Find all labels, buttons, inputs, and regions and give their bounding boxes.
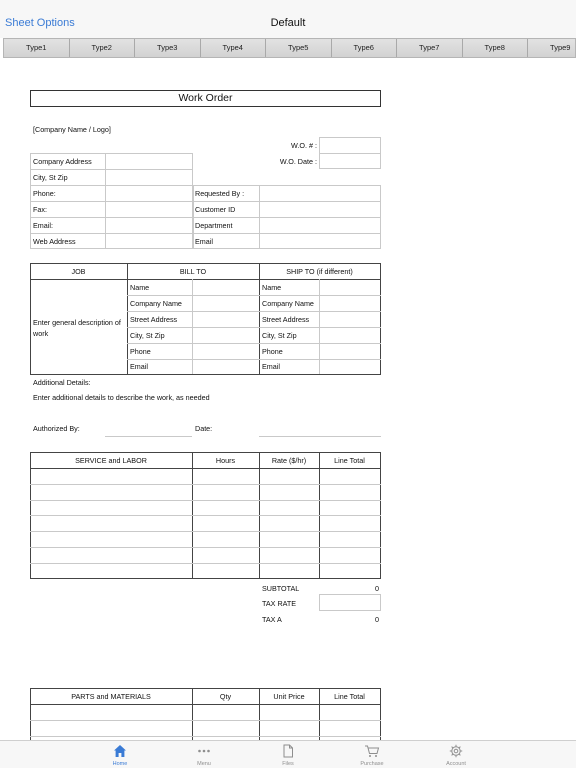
rate-header: Rate ($/hr) (271, 456, 307, 465)
city-st-zip-label: City, St Zip (33, 173, 68, 182)
job-header: JOB (71, 267, 86, 276)
cart-icon (342, 743, 402, 759)
tab-type9[interactable]: Type9 (528, 39, 576, 57)
tabbar-home[interactable] (90, 743, 150, 767)
divider (30, 736, 381, 737)
web-address-label: Web Address (33, 237, 76, 246)
divider (127, 343, 381, 344)
tabbar-files[interactable] (258, 743, 318, 767)
bill-name-label: Name (130, 283, 150, 292)
tax-rate-label: TAX RATE (262, 599, 297, 608)
qty-header: Qty (219, 692, 232, 701)
divider (30, 374, 381, 375)
authorized-by-label: Authorized By: (33, 424, 80, 433)
subtotal-label: SUBTOTAL (262, 584, 300, 593)
purchase-label: Purchase (360, 761, 384, 767)
sheet-title: Default (270, 17, 306, 29)
email-label: Email: (33, 221, 53, 230)
ship-name-label: Name (262, 283, 282, 292)
divider (30, 169, 193, 170)
work-order-sheet[interactable] (0, 58, 576, 740)
hours-header: Hours (215, 456, 236, 465)
requested-by-label: Requested By : (195, 189, 245, 198)
tab-type6[interactable]: Type6 (332, 39, 398, 57)
files-label: Files (282, 761, 294, 767)
subtotal-value: 0 (375, 584, 379, 593)
phone-label: Phone: (33, 189, 56, 198)
divider (127, 311, 381, 312)
divider (127, 327, 381, 328)
divider (259, 263, 260, 374)
navigation-bar (0, 0, 576, 38)
divider (193, 233, 381, 234)
bill-email-label: Email (130, 362, 148, 371)
authorized-by-field[interactable] (105, 436, 192, 437)
bill-to-header: BILL TO (179, 267, 207, 276)
divider (127, 295, 381, 296)
divider (30, 233, 193, 234)
divider (30, 531, 381, 532)
home-label: Home (112, 761, 128, 767)
divider (30, 468, 381, 469)
gear-icon (426, 743, 486, 759)
ship-company-label: Company Name (262, 299, 314, 308)
divider (30, 185, 193, 186)
company-name-cell[interactable]: [Company Name / Logo] (33, 125, 111, 134)
dots-icon (174, 743, 234, 759)
bill-phone-label: Phone (130, 347, 151, 356)
ship-to-header: SHIP TO (if different) (286, 267, 353, 276)
service-header: SERVICE and LABOR (75, 456, 147, 465)
home-icon (90, 743, 150, 759)
ship-phone-label: Phone (262, 347, 283, 356)
divider (30, 688, 381, 689)
tab-type2[interactable]: Type2 (70, 39, 136, 57)
tab-type7[interactable]: Type7 (397, 39, 463, 57)
date-label: Date: (195, 424, 213, 433)
bill-city-label: City, St Zip (130, 331, 165, 340)
parts-line-total-header: Line Total (334, 692, 365, 701)
date-field[interactable] (259, 436, 381, 437)
bottom-tab-bar (0, 740, 576, 768)
divider (30, 201, 193, 202)
ship-email-label: Email (262, 362, 280, 371)
tabbar-purchase[interactable] (342, 743, 402, 767)
line-total-header: Line Total (334, 456, 365, 465)
file-icon (258, 743, 318, 759)
additional-details-label: Additional Details: (33, 378, 91, 387)
email-right-label: Email (195, 237, 213, 246)
parts-header: PARTS and MATERIALS (71, 692, 151, 701)
tax-a-label: TAX A (262, 615, 282, 624)
type-tab-strip (3, 38, 576, 58)
tab-type1[interactable]: Type1 (4, 39, 70, 57)
divider (30, 217, 193, 218)
account-label: Account (446, 761, 466, 767)
menu-label: Menu (197, 761, 211, 767)
tab-type4[interactable]: Type4 (201, 39, 267, 57)
divider (30, 263, 31, 374)
wo-date-label: W.O. Date : (279, 157, 317, 166)
bill-street-label: Street Address (130, 315, 178, 324)
tabbar-account[interactable] (426, 743, 486, 767)
divider (30, 563, 381, 564)
tabbar-menu[interactable] (174, 743, 234, 767)
ship-city-label: City, St Zip (262, 331, 297, 340)
divider (30, 720, 381, 721)
divider (319, 153, 381, 154)
tab-type3[interactable]: Type3 (135, 39, 201, 57)
divider (30, 452, 381, 453)
divider (30, 279, 381, 280)
divider (30, 547, 381, 548)
ship-street-label: Street Address (262, 315, 310, 324)
bill-company-label: Company Name (130, 299, 182, 308)
tax-rate-field[interactable] (319, 594, 381, 611)
tab-type5[interactable]: Type5 (266, 39, 332, 57)
unit-price-header: Unit Price (273, 692, 305, 701)
divider (193, 217, 381, 218)
divider (30, 500, 381, 501)
divider (30, 515, 381, 516)
customer-id-label: Customer ID (195, 205, 236, 214)
tax-a-value: 0 (375, 615, 379, 624)
divider (30, 578, 381, 579)
additional-details-text[interactable]: Enter additional details to describe the work, as needed (33, 393, 210, 402)
divider (30, 484, 381, 485)
divider (30, 704, 381, 705)
fax-label: Fax: (33, 205, 47, 214)
form-title[interactable]: Work Order (30, 90, 381, 107)
divider (380, 263, 381, 374)
divider (30, 263, 381, 264)
divider (380, 688, 381, 740)
company-address-label: Company Address (33, 157, 92, 166)
job-description[interactable]: Enter general description of work (33, 318, 121, 338)
divider (193, 201, 381, 202)
divider (127, 263, 128, 374)
divider (127, 359, 381, 360)
sheet-options-button[interactable]: Sheet Options (5, 17, 75, 29)
tab-type8[interactable]: Type8 (463, 39, 529, 57)
wo-number-label: W.O. # : (291, 141, 317, 150)
department-label: Department (195, 221, 233, 230)
